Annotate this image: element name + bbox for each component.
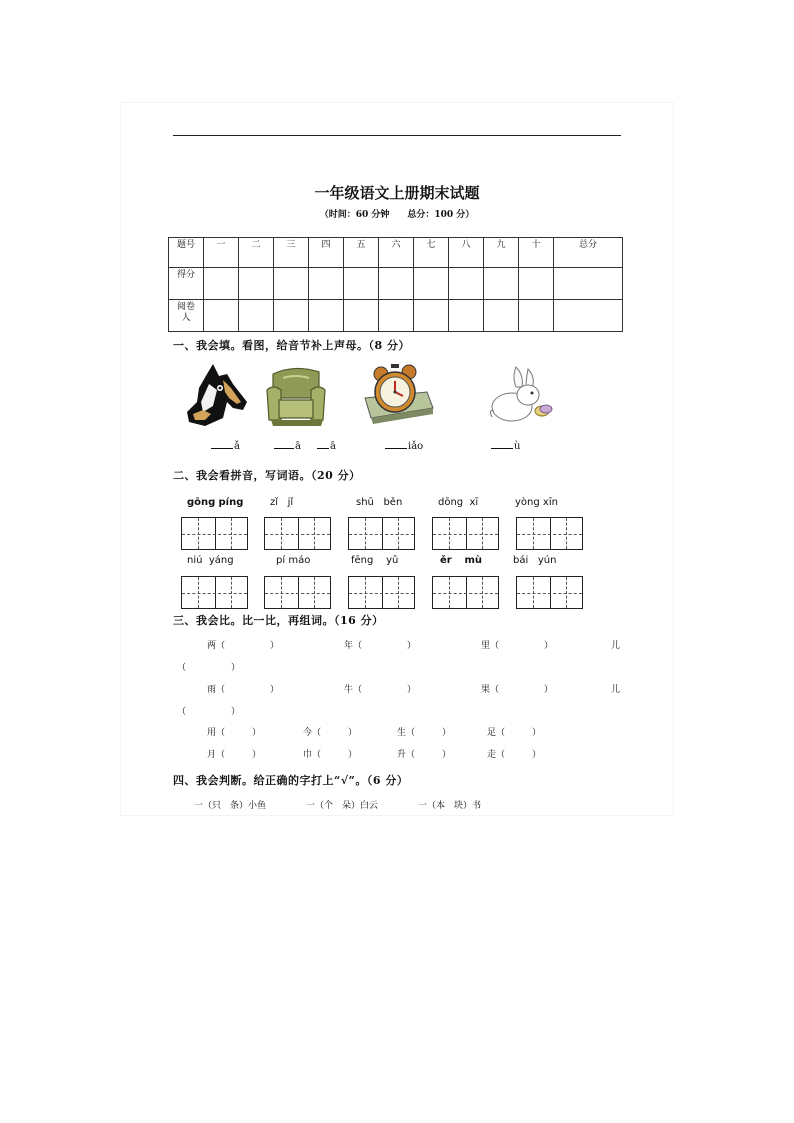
score-cell[interactable] [239, 300, 274, 332]
score-header-cell: 五 [344, 238, 379, 268]
score-header-cell: 七 [414, 238, 449, 268]
pinyin-label [515, 497, 558, 508]
score-header-cell: 六 [379, 238, 414, 268]
word-pair-item[interactable]: 果（ ） [481, 685, 554, 695]
pinyin-syllable: dōng [438, 497, 464, 508]
pinyin-syllable: fēng [351, 555, 374, 566]
score-header-cell: 一 [204, 238, 239, 268]
judgement-item[interactable]: 一（本 块）书 [418, 801, 482, 811]
pinyin-syllable: zǐ [270, 497, 279, 508]
writing-grid[interactable] [264, 576, 331, 609]
score-header-cell: 四 [309, 238, 344, 268]
score-cell[interactable] [379, 268, 414, 300]
score-cell[interactable] [204, 300, 239, 332]
word-pair-item[interactable]: 巾（ ） [303, 750, 358, 760]
word-pair-item[interactable]: 用（ ） [207, 728, 262, 738]
blank-final-text: ā [295, 441, 301, 452]
judgement-item[interactable]: 一（个 朵）白云 [306, 801, 379, 811]
score-cell[interactable] [519, 300, 554, 332]
initial-blank-sofa-2[interactable] [317, 438, 336, 452]
score-cell[interactable] [519, 268, 554, 300]
writing-grid[interactable] [432, 517, 499, 550]
writing-grid[interactable] [516, 576, 583, 609]
word-pair-item[interactable]: 年（ ） [344, 641, 417, 651]
section3-heading: 三、我会比。比一比，再组词。（16 分） [173, 614, 384, 627]
pinyin-syllable: yún [537, 555, 557, 566]
word-pair-item[interactable]: 牛（ ） [344, 685, 417, 695]
section2-heading: 二、我会看拼音，写词语。（20 分） [173, 469, 361, 482]
score-cell[interactable] [379, 300, 414, 332]
word-pair-item[interactable]: 两（ ） [207, 641, 280, 651]
score-header-cell: 总分 [554, 238, 623, 268]
top-rule [173, 135, 621, 136]
judgement-item[interactable]: 一（只 条）小鱼 [194, 801, 267, 811]
writing-grid[interactable] [432, 576, 499, 609]
score-header-cell: 三 [274, 238, 309, 268]
blank-final-text: ù [514, 441, 521, 452]
pinyin-syllable: jǐ [287, 497, 294, 508]
page-title: 一年级语文上册期末试题 [314, 184, 480, 202]
score-cell[interactable] [414, 268, 449, 300]
score-cell[interactable] [484, 300, 519, 332]
pinyin-syllable: píng [218, 497, 244, 508]
score-cell[interactable] [204, 268, 239, 300]
pinyin-label [187, 497, 243, 508]
pinyin-syllable: běn [383, 497, 403, 508]
pinyin-label [187, 555, 234, 566]
sofa-picture [265, 364, 327, 428]
word-pair-item[interactable]: 雨（ ） [207, 685, 280, 695]
alarm-clock-picture [361, 362, 435, 424]
pinyin-label [356, 497, 402, 508]
pinyin-syllable: mù [464, 555, 482, 566]
score-table-row [169, 268, 623, 300]
page-subtitle: （时间：60 分钟 总分：100 分） [319, 210, 475, 220]
score-cell[interactable] [484, 268, 519, 300]
score-header-cell: 十 [519, 238, 554, 268]
word-pair-item: 儿 [611, 641, 621, 651]
word-pair-item[interactable]: 升（ ） [397, 750, 452, 760]
pinyin-syllable: xī [469, 497, 479, 508]
initial-blank-clock[interactable] [385, 438, 423, 452]
pinyin-label [440, 555, 482, 566]
pinyin-syllable: máo [288, 555, 311, 566]
pinyin-syllable: yáng [208, 555, 234, 566]
rabbit-picture [486, 365, 560, 425]
initial-blank-horse[interactable] [211, 438, 240, 452]
score-row-label: 阅卷人 [169, 300, 204, 332]
pinyin-syllable: pí [276, 555, 286, 566]
word-pair-item[interactable]: （ ） [177, 707, 241, 717]
score-cell[interactable] [554, 268, 623, 300]
section4-heading: 四、我会判断。给正确的字打上“√”。（6 分） [173, 774, 409, 787]
score-cell[interactable] [344, 300, 379, 332]
pinyin-syllable: xīn [542, 497, 558, 508]
initial-blank-sofa-1[interactable] [274, 438, 301, 452]
section1-heading: 一、我会填。看图，给音节补上声母。（8 分） [173, 339, 410, 352]
writing-grid[interactable] [264, 517, 331, 550]
score-cell[interactable] [449, 268, 484, 300]
score-header-cell: 二 [239, 238, 274, 268]
writing-grid[interactable] [181, 576, 248, 609]
blank-final-text: ǎ [234, 441, 240, 452]
blank-final-text: iǎo [408, 441, 424, 452]
pinyin-syllable: ěr [440, 555, 452, 566]
score-cell[interactable] [274, 268, 309, 300]
score-table [168, 237, 623, 332]
pinyin-syllable: bái [513, 555, 529, 566]
word-pair-item: 儿 [611, 685, 621, 695]
word-pair-item[interactable]: 生（ ） [397, 728, 452, 738]
score-table-header-row [169, 238, 623, 268]
score-cell[interactable] [344, 268, 379, 300]
pinyin-label [276, 555, 310, 566]
pinyin-label [513, 555, 556, 566]
blank-final-text: ā [330, 441, 336, 452]
writing-grid[interactable] [516, 517, 583, 550]
pinyin-syllable: shū [356, 497, 374, 508]
score-cell[interactable] [554, 300, 623, 332]
pinyin-label [270, 497, 293, 508]
score-header-cell: 八 [449, 238, 484, 268]
word-pair-item[interactable]: 今（ ） [303, 728, 358, 738]
pinyin-syllable: gōng [187, 497, 216, 508]
word-pair-item[interactable]: 里（ ） [481, 641, 554, 651]
score-cell[interactable] [309, 268, 344, 300]
score-cell[interactable] [274, 300, 309, 332]
score-table-row [169, 300, 623, 332]
score-cell[interactable] [414, 300, 449, 332]
score-cell[interactable] [309, 300, 344, 332]
word-pair-item[interactable]: （ ） [177, 663, 241, 673]
word-pair-item[interactable]: 走（ ） [487, 750, 542, 760]
pinyin-syllable: yǔ [386, 555, 399, 566]
score-cell[interactable] [239, 268, 274, 300]
score-header-cell: 题号 [169, 238, 204, 268]
word-pair-item[interactable]: 月（ ） [207, 750, 262, 760]
horse-head-picture [183, 362, 251, 428]
pinyin-label [351, 555, 398, 566]
score-cell[interactable] [449, 300, 484, 332]
word-pair-item[interactable]: 足（ ） [487, 728, 542, 738]
score-header-cell: 九 [484, 238, 519, 268]
pinyin-syllable: yòng [515, 497, 540, 508]
pinyin-syllable: niú [187, 555, 203, 566]
writing-grid[interactable] [181, 517, 248, 550]
initial-blank-rabbit[interactable] [491, 438, 520, 452]
score-row-label: 得分 [169, 268, 204, 300]
writing-grid[interactable] [348, 576, 415, 609]
writing-grid[interactable] [348, 517, 415, 550]
pinyin-label [438, 497, 478, 508]
